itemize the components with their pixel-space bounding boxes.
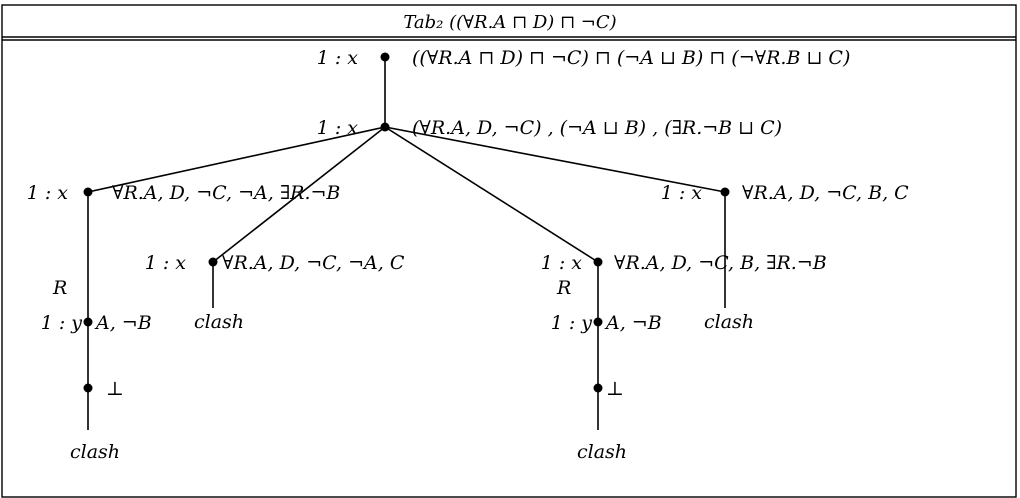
edge-label-r-right: R bbox=[557, 277, 572, 299]
node-b1-label: 1 : x bbox=[26, 182, 68, 204]
node-y2-label: 1 : y bbox=[550, 312, 592, 334]
node-b3-formula: ∀R.A, D, ¬C, B, ∃R.¬B bbox=[614, 252, 827, 274]
clash-label-1: clash bbox=[194, 311, 245, 333]
node-b1 bbox=[84, 188, 93, 197]
node-b1-formula: ∀R.A, D, ¬C, ¬A, ∃R.¬B bbox=[112, 182, 341, 204]
node-b4 bbox=[721, 188, 730, 197]
node-y2-formula: A, ¬B bbox=[606, 312, 662, 334]
node-n2-formula: (∀R.A, D, ¬C) , (¬A ⊔ B) , (∃R.¬B ⊔ C) bbox=[412, 117, 783, 139]
tree-nodes bbox=[84, 53, 730, 393]
node-bot2 bbox=[594, 384, 603, 393]
node-root-label: 1 : x bbox=[316, 47, 358, 69]
node-b4-label: 1 : x bbox=[660, 182, 702, 204]
node-b4-formula: ∀R.A, D, ¬C, B, C bbox=[742, 182, 909, 204]
node-root-formula: ((∀R.A ⊓ D) ⊓ ¬C) ⊓ (¬A ⊔ B) ⊓ (¬∀R.B ⊔ C) bbox=[412, 47, 851, 69]
node-bot2-formula: ⊥ bbox=[606, 378, 624, 400]
node-n2-label: 1 : x bbox=[316, 117, 358, 139]
node-y1-formula: A, ¬B bbox=[96, 312, 152, 334]
node-y1-label: 1 : y bbox=[40, 312, 82, 334]
tree-edges bbox=[88, 57, 725, 430]
diagram-title: Tab₂ ((∀R.A ⊓ D) ⊓ ¬C) bbox=[403, 12, 617, 33]
node-bot1-formula: ⊥ bbox=[106, 378, 124, 400]
node-y1 bbox=[84, 318, 93, 327]
node-y2 bbox=[594, 318, 603, 327]
node-n2 bbox=[381, 123, 390, 132]
clash-label-2: clash bbox=[704, 311, 755, 333]
node-b2-formula: ∀R.A, D, ¬C, ¬A, C bbox=[222, 252, 405, 274]
clash-label-3: clash bbox=[70, 441, 121, 463]
clash-label-4: clash bbox=[577, 441, 628, 463]
node-b3 bbox=[594, 258, 603, 267]
node-b2-label: 1 : x bbox=[144, 252, 186, 274]
node-bot1 bbox=[84, 384, 93, 393]
diagram-frame bbox=[2, 5, 1016, 497]
node-b3-label: 1 : x bbox=[540, 252, 582, 274]
node-b2 bbox=[209, 258, 218, 267]
node-root bbox=[381, 53, 390, 62]
edge-label-r-left: R bbox=[53, 277, 68, 299]
